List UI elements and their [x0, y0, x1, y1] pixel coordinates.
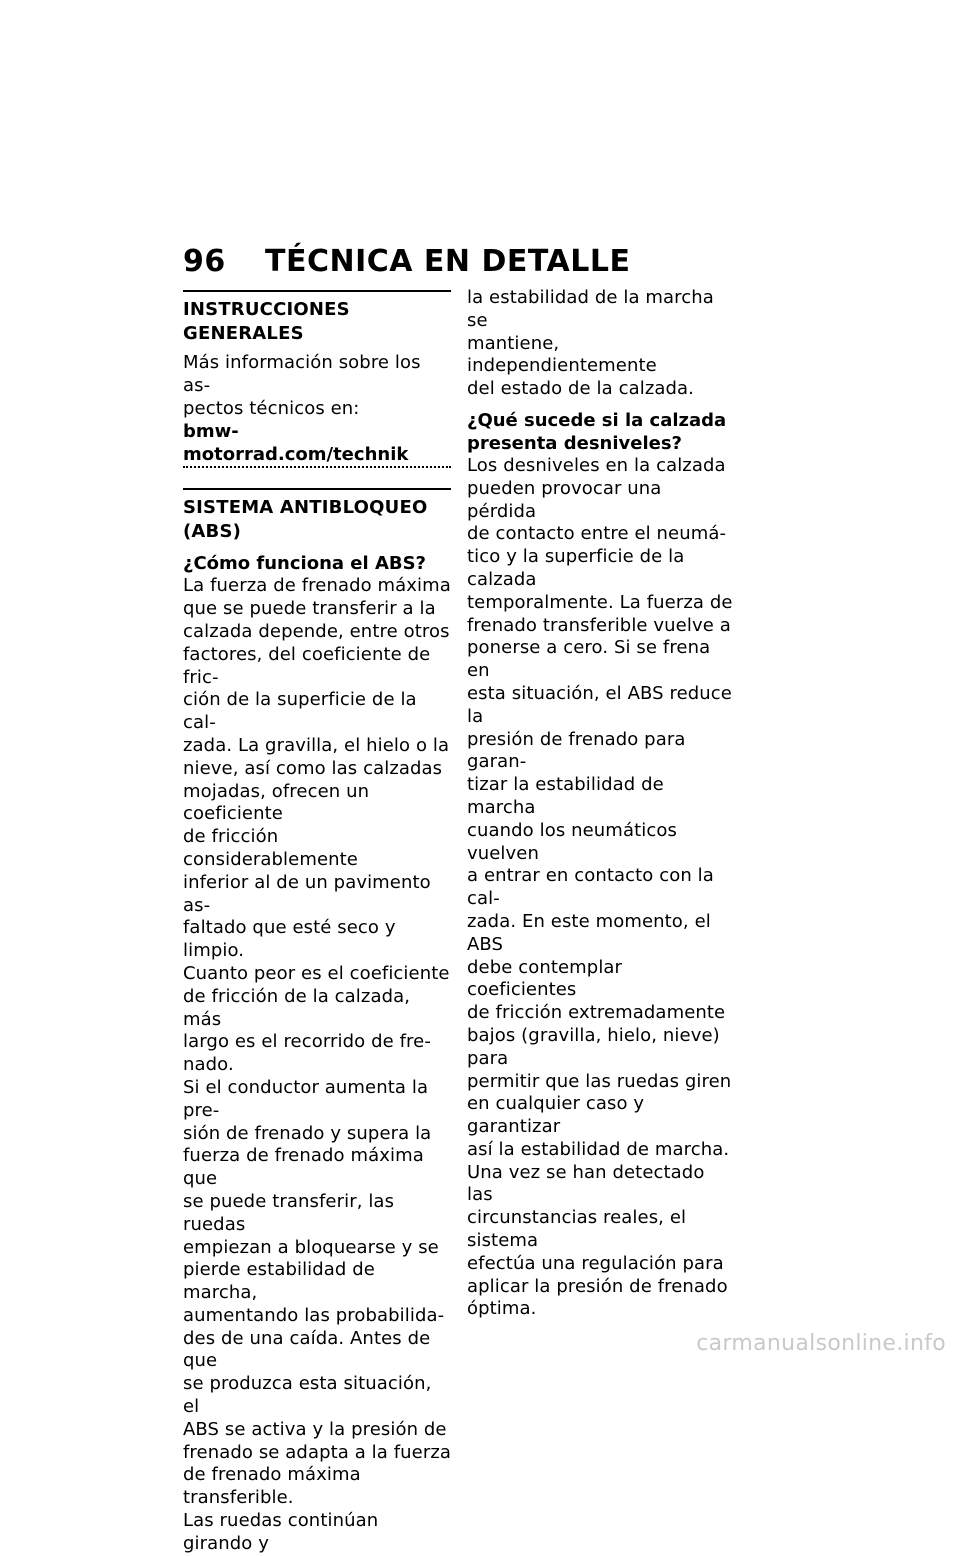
technik-link[interactable]: bmw-motorrad.com/technik [183, 420, 451, 468]
left-column [183, 290, 451, 1556]
general-instructions-heading: INSTRUCCIONES GENERALES [183, 299, 350, 344]
abs-paragraph: La fuerza de frenado máxima que se puede transferir a la calzada depende, entre otros factores, del coeficiente de fric- ción de la superficie de la cal- zada. La gravilla, el hielo o la nieve, así como las calzadas mojadas, ofrecen un coeficiente de fricción considerablemente inferior al de un pavimento as- faltado que esté seco y limpio. Cuanto peor es el coeficiente de fricción de la calzada, más largo es el recorrido de fre- nado. [183, 575, 451, 1076]
uneven-road-paragraph: Una vez se han detectado las circunstancias reales, el sistema efectúa una regulación para aplicar la presión de frenado óptima. [467, 1161, 728, 1320]
right-column [467, 287, 735, 1321]
general-instructions-text: Más información sobre los as- pectos técnicos en: [183, 352, 421, 419]
section-divider [183, 290, 451, 292]
continuation-paragraph: la estabilidad de la marcha se mantiene, independientemente del estado de la calzada. [467, 287, 714, 400]
abs-paragraph: Si el conductor aumenta la pre- sión de frenado y supera la fuerza de frenado máxima que se puede transferir, las ruedas empiezan a bloquearse y se pierde estabilidad de marcha, aumentando las probabilida- des de una caída. Antes de que se produzca esta situación, el ABS se activa y la presión de frenado se adapta a la fuerza de frenado máxima transferible. Las ruedas continúan girando y [183, 1076, 452, 1554]
page-number: 96 [183, 244, 226, 279]
page-title: TÉCNICA EN DETALLE [265, 244, 631, 279]
abs-heading: SISTEMA ANTIBLOQUEO (ABS) [183, 497, 428, 543]
page-header [183, 242, 630, 282]
abs-question: ¿Cómo funciona el ABS? [183, 553, 426, 575]
section-divider [183, 488, 451, 490]
watermark: carmanualsonline.info [696, 1331, 946, 1356]
uneven-road-paragraph: Los desniveles en la calzada pueden provocar una pérdida de contacto entre el neumá- tico y la superficie de la calzada temporalmente. La fuerza de frenado transferible vuelve a ponerse a cero. Si se frena en esta situación, el ABS reduce la presión de frenado para garan- tizar la estabilidad de marcha cuando los neumáticos vuelven a entrar en contacto con la cal- zada. En este momento, el ABS debe contemplar coeficientes de fricción extremadamente bajos (gravilla, hielo, nieve) para permitir que las ruedas giren en cualquier caso y garantizar así la estabilidad de marcha. [467, 454, 733, 1160]
uneven-road-question: ¿Qué sucede si la calzada presenta desniveles? [467, 409, 727, 454]
